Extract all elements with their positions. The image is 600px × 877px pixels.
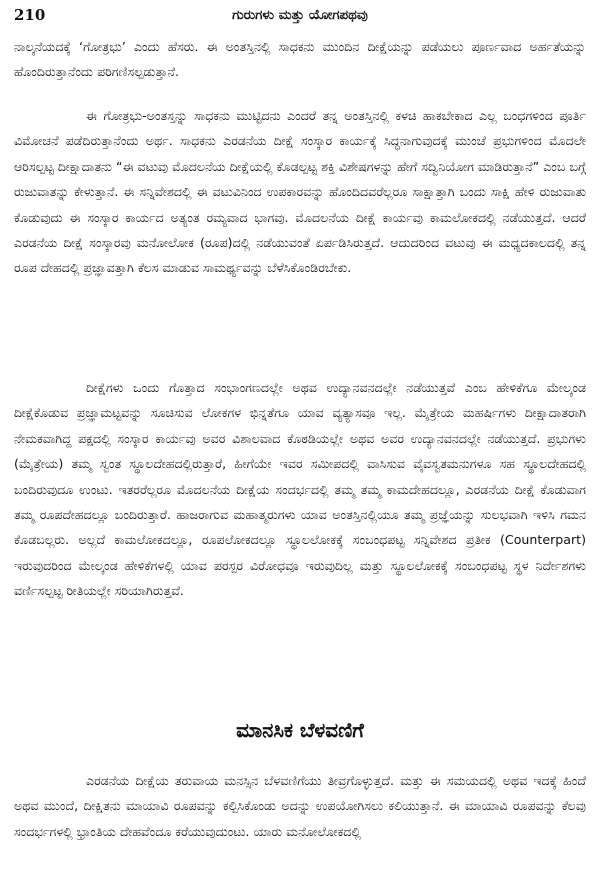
- paragraph-3: ದೀಕ್ಷೆಗಳು ಒಂದು ಗೊತ್ತಾದ ಸಂಭಾಂಗಣದಲ್ಲೇ ಅಥವ ಉದ್ಯಾನವನದಲ್ಲೇ ನಡೆಯುತ್ತವೆ ಎಂಬ ಹೇಳಿಕೆಗೂ ಮೇಲ್ಕಂಡ ದೀಕ್ಷೆಕೊಡುವ ಪ್ರಜ್ಞಾಮಟ್ಟವನ್ನು ಸೂಚಿಸುವ ಲೋಕಗಳ ಭಿನ್ನತೆಗೂ ಯಾವ ವ್ಯತ್ಯಾಸವೂ ಇಲ್ಲ. ಮೈತ್ರೇಯ ಮಹರ್ಷಿಗಳು ದೀಕ್ಷಾದಾತರಾಗಿ ನೇಮಕವಾಗಿದ್ದ ಪಕ್ಷದಲ್ಲಿ ಸಂಸ್ಕಾರ ಕಾರ್ಯವು ಅವರ ವಿಶಾಲವಾದ ಕೊಠಡಿಯಲ್ಲೇ ಅಥವ ಅವರ ಉದ್ಯಾನವನದಲ್ಲೇ ನಡೆಯುತ್ತದೆ. ಪ್ರಭುಗಳು (ಮೈತ್ರೇಯ) ತಮ್ಮ ಸ್ವಂತ ಸ್ಥೂಲದೇಹದಲ್ಲಿರುತ್ತಾರೆ, ಹೀಗೆಯೇ ಇವರ ಸಮೀಪದಲ್ಲಿ ವಾಸಿಸುವ ವೈವಸ್ವತಮನುಗಳೂ ಸಹ ಸ್ಥೂಲದೇಹದಲ್ಲಿ ಬಂದಿರುವುದೂ ಉಂಟು. ಇತರರೆಲ್ಲರೂ ಮೊದಲನೆಯ ದೀಕ್ಷೆಯ ಸಂದರ್ಭದಲ್ಲಿ ತಮ್ಮ ತಮ್ಮ ಕಾಮದೇಹದಲ್ಲೂ, ಎರಡನೆಯ ದೀಕ್ಷೆ ಕೊಡುವಾಗ ತಮ್ಮ ರೂಪದೇಹದಲ್ಲೂ ಬಂದಿರುತ್ತಾರೆ. ಹಾಜರಾಗುವ ಮಹಾತ್ಮರುಗಳು ಯಾವ ಅಂತಸ್ತಿನಲ್ಲಿಯೂ ತಮ್ಮ ಪ್ರಜ್ಞೆಯನ್ನು ಸುಲಭವಾಗಿ ಇಳಿಸಿ ಗಮನ ಕೊಡಬಲ್ಲರು. ಅಲ್ಲದೆ ಕಾಮಲೋಕದಲ್ಲೂ, ರೂಪಲೋಕದಲ್ಲೂ ಸ್ಥೂಲಲೋಕಕ್ಕೆ ಸಂಬಂಧಪಟ್ಟ ಸನ್ನಿವೇಶದ ಪ್ರತೀಕ (Counterpart) ಇರುವುದರಿಂದ ಮೇಲ್ಕಂಡ ಹೇಳಿಕೆಗಳಲ್ಲಿ ಯಾವ ಪರಸ್ಪರ ವಿರೋಧವೂ ಇರುವುದಿಲ್ಲ ಮತ್ತು ಸ್ಥೂಲಲೋಕಕ್ಕೆ ಸಂಬಂಧಪಟ್ಟ ಸ್ಥಳ ನಿರ್ದೇಶಗಳು ವರ್ಣಿಸಲ್ಪಟ್ಟ ರೀತಿಯಲ್ಲೇ ಸರಿಯಾಗಿರುತ್ತವೆ.: [14, 380, 586, 599]
- section-heading: ಮಾನಸಿಕ ಬೆಳವಣಿಗೆ: [236, 718, 364, 742]
- paragraph-1: ನಾಲ್ಕನೆಯದಕ್ಕೆ ‘ಗೋತ್ರಭು’ ಎಂದು ಹೆಸರು. ಈ ಅಂತಸ್ತಿನಲ್ಲಿ ಸಾಧಕನು ಮುಂದಿನ ದೀಕ್ಷೆಯನ್ನು ಪಡೆಯಲು ಪೂರ್ಣವಾದ ಅರ್ಹತೆಯನ್ನು ಹೊಂದಿರುತ್ತಾನೆಂದು ಪರಿಗಣಿಸಲ್ಪಡುತ್ತಾನೆ.: [14, 39, 586, 80]
- page-header: [14, 6, 586, 28]
- paragraph-2: ಈ ಗೋತ್ರಭು-ಅಂತಸ್ತನ್ನು ಸಾಧಕನು ಮುಟ್ಟಿದನು ಎಂದರೆ ತನ್ನ ಅಂತಸ್ತಿನಲ್ಲಿ ಕಳಚಿ ಹಾಕಬೇಕಾದ ಎಲ್ಲ ಬಂಧಗಳಿಂದ ಪೂರ್ತಿ ವಿಮೋಚನೆ ಪಡೆದಿರುತ್ತಾನೆಂದು ಅರ್ಥ. ಸಾಧಕನು ಎರಡನೆಯ ದೀಕ್ಷೆ ಸಂಸ್ಕಾರ ಕಾರ್ಯಕ್ಕೆ ಸಿದ್ಧನಾಗುವುದಕ್ಕೆ ಮುಂಚೆ ಪ್ರಭುಗಳಿಂದ ಮೊದಲೇ ಆರಿಸಲ್ಪಟ್ಟ ದೀಕ್ಷಾದಾತನು “ಈ ವಟುವು ಮೊದಲನೆಯ ದೀಕ್ಷೆಯಲ್ಲಿ ಕೊಡಲ್ಪಟ್ಟ ಶಕ್ತಿ ವಿಶೇಷಗಳನ್ನು ಹೇಗೆ ಸದ್ವಿನಿಯೋಗ ಮಾಡಿರುತ್ತಾನೆ” ಎಂಬ ಬಗ್ಗೆ ರುಜುವಾತನ್ನು ಕೇಳುತ್ತಾನೆ. ಈ ಸನ್ನಿವೇಶದಲ್ಲಿ ಈ ವಟುವಿನಿಂದ ಉಪಕಾರವನ್ನು ಹೊಂದಿದವರೆಲ್ಲರೂ ಸಾಕ್ಷಾತ್ತಾಗಿ ಬಂದು ಸಾಕ್ಷಿ ಹೇಳಿ ರುಜುವಾತು ಕೊಡುವುದು ಈ ಸಂಸ್ಕಾರ ಕಾರ್ಯದ ಅತ್ಯಂತ ರಮ್ಯವಾದ ಭಾಗವು. ಮೊದಲನೆಯ ದೀಕ್ಷೆ ಕಾರ್ಯವು ಕಾಮಲೋಕದಲ್ಲಿ ನಡೆಯುತ್ತದೆ. ಆದರೆ ಎರಡನೆಯ ದೀಕ್ಷೆ ಸಂಸ್ಕಾರವು ಮನೋಲೋಕ (ರೂಪ)ದಲ್ಲಿ ನಡೆಯುವಂತೆ ಏರ್ಪಡಿಸಿರುತ್ತದೆ. ಆದುದರಿಂದ ವಟುವು ಈ ಮಧ್ಯದಕಾಲದಲ್ಲಿ ತನ್ನ ರೂಪ ದೇಹದಲ್ಲಿ ಪ್ರಜ್ಞಾವತ್ತಾಗಿ ಕೆಲಸ ಮಾಡುವ ಸಾಮರ್ಥ್ಯವನ್ನು ಬೆಳೆಸಿಕೊಂಡಿರಬೇಕು.: [14, 108, 586, 276]
- running-title: ಗುರುಗಳು ಮತ್ತು ಯೋಗಪಥವು: [232, 7, 368, 23]
- page-number: 210: [14, 6, 46, 24]
- paragraph-4: ಎರಡನೆಯ ದೀಕ್ಷೆಯ ತರುವಾಯ ಮನಸ್ಸಿನ ಬೆಳವಣಿಗೆಯು ತೀವ್ರಗೊಳ್ಳುತ್ತದೆ. ಮತ್ತು ಈ ಸಮಯದಲ್ಲಿ ಅಥವ ಇದಕ್ಕೆ ಹಿಂದೆ ಅಥವ ಮುಂದೆ, ದೀಕ್ಷಿತನು ಮಾಯಾವಿ ರೂಪವನ್ನು ಕಲ್ಪಿಸಿಕೊಂಡು ಅದನ್ನು ಉಪಯೋಗಿಸಲು ಕಲಿಯುತ್ತಾನೆ. ಈ ಮಾಯಾವಿ ರೂಪವನ್ನು ಕೆಲವು ಸಂದರ್ಭಗಳಲ್ಲಿ ಭ್ರಾಂತಿಯ ದೇಹವೆಂದೂ ಕರೆಯುವುದುಂಟು. ಯಾರು ಮನೋಲೋಕದಲ್ಲಿ: [14, 773, 586, 839]
